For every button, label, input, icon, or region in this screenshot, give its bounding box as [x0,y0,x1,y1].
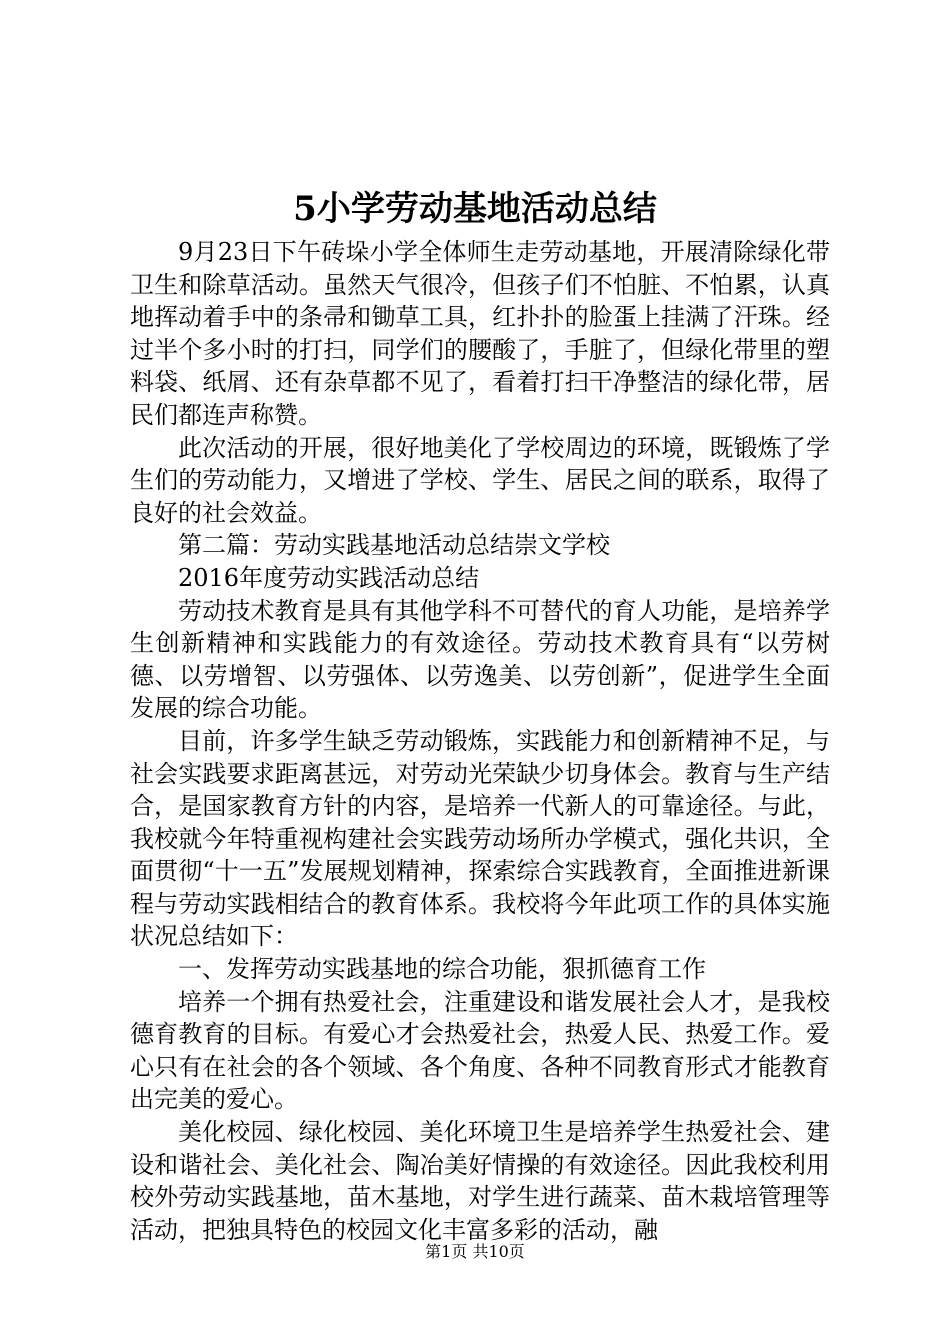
paragraph: 培养一个拥有热爱社会，注重建设和谐发展社会人才，是我校德育教育的目标。有爱心才会热爱社会，热爱人民、热爱工作。爱心只有在社会的各个领域、各个角度、各种不同教育形式才能教育出完美的爱心。 [130,987,830,1114]
paragraph: 劳动技术教育是具有其他学科不可替代的育人功能，是培养学生创新精神和实践能力的有效途径。劳动技术教育具有“以劳树德、以劳增智、以劳强体、以劳逸美、以劳创新”，促进学生全面发展的综合功能。 [130,596,830,723]
section-subheading: 2016年度劳动实践活动总结 [178,563,480,592]
section-heading: 一、发挥劳动实践基地的综合功能，狠抓德育工作 [178,955,706,984]
section-heading: 第二篇：劳动实践基地活动总结崇文学校 [178,531,610,560]
paragraph: 目前，许多学生缺乏劳动锻炼，实践能力和创新精神不足，与社会实践要求距离甚远，对劳动光荣缺少切身体会。教育与生产结合，是国家教育方针的内容，是培养一代新人的可靠途径。与此，我校就今年特重视构建社会实践劳动场所办学模式，强化共识，全面贯彻“十一五”发展规划精神，探索综合实践教育，全面推进新课程与劳动实践相结合的教育体系。我校将今年此项工作的具体实施状况总结如下： [130,726,830,951]
paragraph: 9月23日下午砖垛小学全体师生走劳动基地，开展清除绿化带卫生和除草活动。虽然天气很冷，但孩子们不怕脏、不怕累，认真地挥动着手中的条帚和锄草工具，红扑扑的脸蛋上挂满了汗珠。经过半个多小时的打扫，同学们的腰酸了，手脏了，但绿化带里的塑料袋、纸屑、还有杂草都不见了，看着打扫干净整洁的绿化带，居民们都连声称赞。 [130,238,830,429]
paragraph: 此次活动的开展，很好地美化了学校周边的环境，既锻炼了学生们的劳动能力，又增进了学校、学生、居民之间的联系，取得了良好的社会效益。 [130,433,830,527]
paragraph: 美化校园、绿化校园、美化环境卫生是培养学生热爱社会、建设和谐社会、美化社会、陶冶美好情操的有效途径。因此我校利用校外劳动实践基地，苗木基地，对学生进行蔬菜、苗木栽培管理等活动，把独具特色的校园文化丰富多彩的活动，融 [130,1118,830,1244]
document-title: 5小学劳动基地活动总结 [293,189,657,229]
page-number-footer: 第1页 共10页 [425,1242,525,1261]
document-body [130,236,830,1246]
